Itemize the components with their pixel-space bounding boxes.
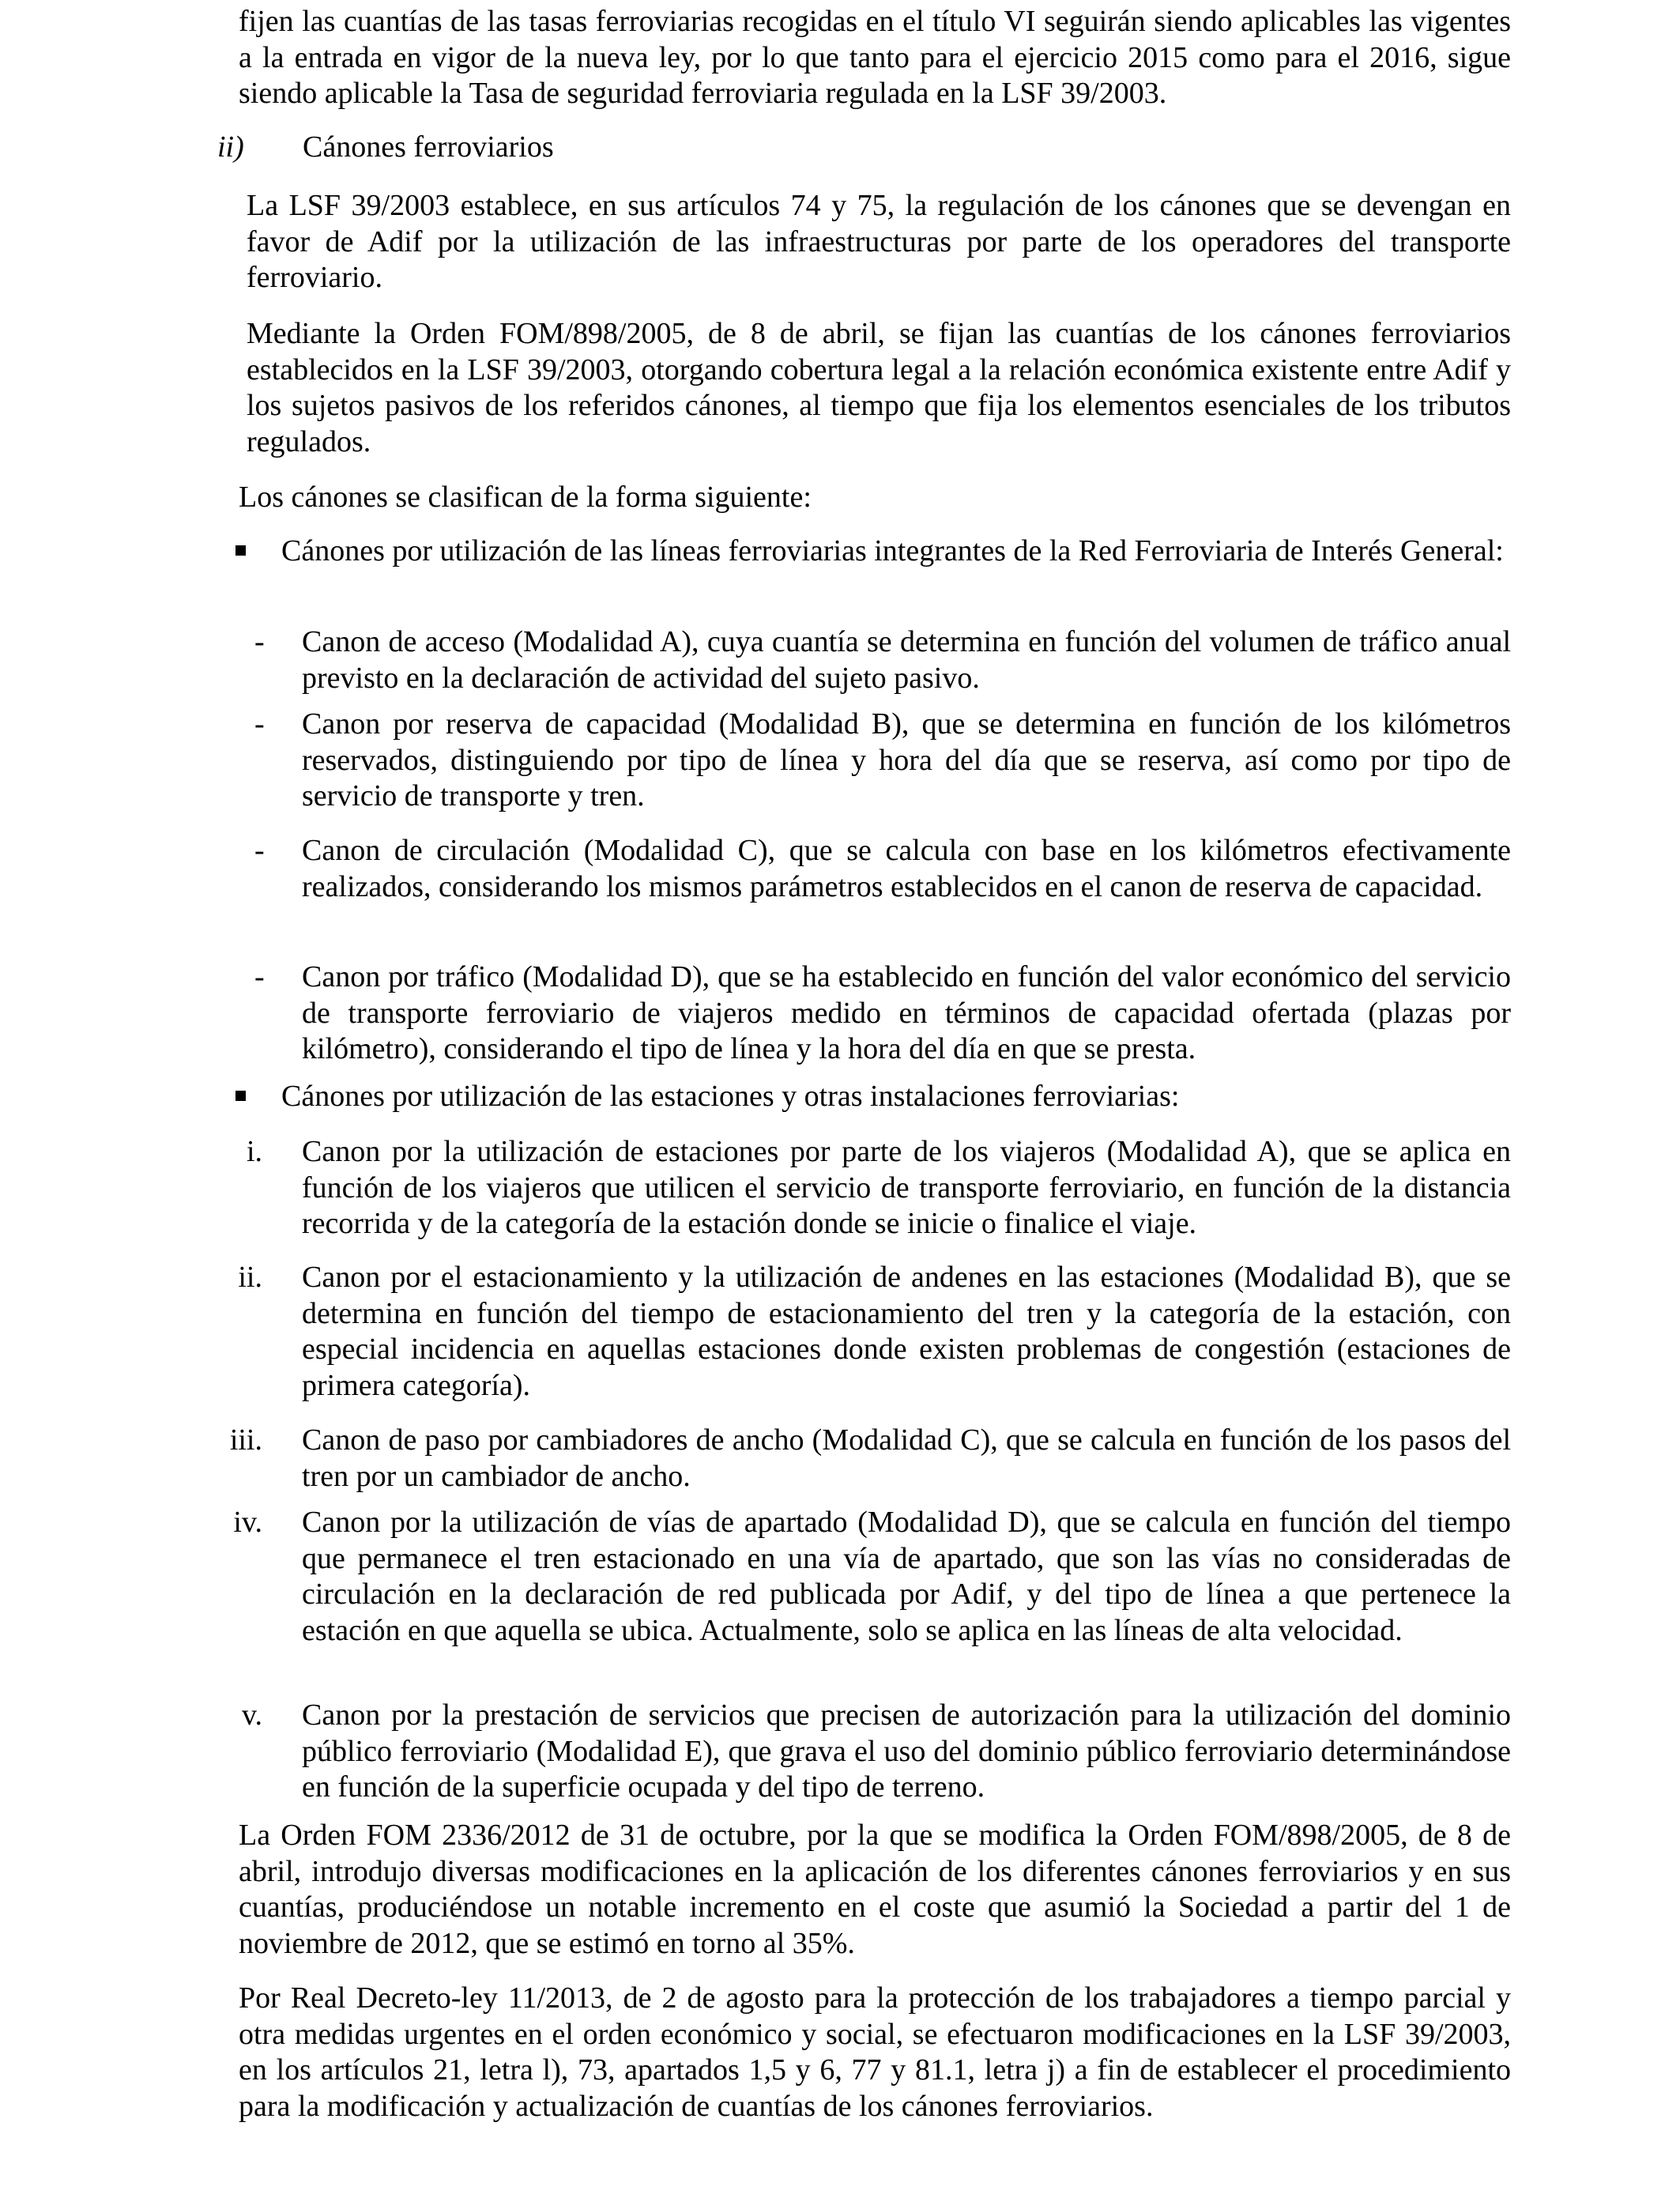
roman-item [221,1698,1511,1806]
bullet-text: Cánones por utilización de las líneas ferroviarias integrantes de la Red Ferroviaria de Interés General: [281,534,1504,567]
roman-item [221,1134,1511,1242]
dash-item [254,707,1511,815]
dash-marker: - [254,834,265,867]
dash-item [254,624,1511,696]
square-bullet-icon [235,1079,254,1115]
roman-item [221,1423,1511,1495]
section-number: ii) [217,130,244,164]
roman-text: Canon por la utilización de vías de apartado (Modalidad D), que se calcula en función del tiempo que permanece el tren estacionado en una vía de apartado, que son las vías no consideradas de circulación en la declaración de red publicada por Adif, y del tipo de línea a que pertenece la estación en que aquella se ubica. Actualmente, solo se aplica en las líneas de alta velocidad. [302,1506,1511,1647]
roman-marker: iv. [233,1506,262,1539]
dash-item [254,833,1511,905]
dash-marker: - [254,707,265,741]
bullet-item [235,1079,1511,1115]
roman-marker: ii. [238,1261,262,1294]
roman-marker: i. [246,1135,262,1168]
paragraph-classification-intro: Los cánones se clasifican de la forma siguiente: [239,481,812,514]
paragraph-orden-fom: Mediante la Orden FOM/898/2005, de 8 de abril, se fijan las cuantías de los cánones ferroviarios establecidos en la LSF 39/2003, otorgando cobertura legal a la relación económica existente entre Adif y los sujetos pasivos de los referidos cánones, al tiempo que fija los elementos esenciales de los tributos regulados. [247,317,1511,458]
roman-text: Canon por la utilización de estaciones por parte de los viajeros (Modalidad A), que se aplica en función de los viajeros que utilicen el servicio de transporte ferroviario, en función de la distancia recorrida y de la categoría de la estación donde se inicie o finalice el viaje. [302,1135,1511,1240]
dash-marker: - [254,625,265,658]
intro-paragraph: fijen las cuantías de las tasas ferroviarias recogidas en el título VI seguirán siendo aplicables las vigentes a la entrada en vigor de la nueva ley, por lo que tanto para el ejercicio 2015 como para el 2016, sigue siendo aplicable la Tasa de seguridad ferroviaria regulada en la LSF 39/2003. [239,5,1511,110]
roman-text: Canon por el estacionamiento y la utilización de andenes en las estaciones (Modalidad B), que se determina en función del tiempo de estacionamiento del tren y la categoría de la estación, con especial incidencia en aquellas estaciones donde existen problemas de congestión (estaciones de primera categoría). [302,1261,1511,1402]
paragraph-orden-2336: La Orden FOM 2336/2012 de 31 de octubre, por la que se modifica la Orden FOM/898/2005, de 8 de abril, introdujo diversas modificaciones en la aplicación de los diferentes cánones ferroviarios y en sus cuantías, produciéndose un notable incremento en el coste que asumió la Sociedad a partir del 1 de noviembre de 2012, que se estimó en torno al 35%. [239,1819,1511,1960]
paragraph-real-decreto: Por Real Decreto-ley 11/2013, de 2 de agosto para la protección de los trabajadores a tiempo parcial y otra medidas urgentes en el orden económico y social, se efectuaron modificaciones en la LSF 39/2003, en los artículos 21, letra l), 73, apartados 1,5 y 6, 77 y 81.1, letra j) a fin de establecer el procedimiento para la modificación y actualización de cuantías de los cánones ferroviarios. [239,1981,1511,2123]
dash-text: Canon de circulación (Modalidad C), que se calcula con base en los kilómetros efectivamente realizados, considerando los mismos parámetros establecidos en el canon de reserva de capacidad. [302,834,1511,903]
dash-text: Canon por reserva de capacidad (Modalidad B), que se determina en función de los kilómetros reservados, distinguiendo por tipo de línea y hora del día que se reserva, así como por tipo de servicio de transporte y tren. [302,707,1511,812]
roman-text: Canon por la prestación de servicios que precisen de autorización para la utilización del dominio público ferroviario (Modalidad E), que grava el uso del dominio público ferroviario determinándose en función de la superficie ocupada y del tipo de terreno. [302,1698,1511,1804]
dash-text: Canon de acceso (Modalidad A), cuya cuantía se determina en función del volumen de tráfico anual previsto en la declaración de actividad del sujeto pasivo. [302,625,1511,695]
roman-marker: v. [241,1698,262,1732]
bullet-item [235,533,1511,570]
bullet-text: Cánones por utilización de las estaciones y otras instalaciones ferroviarias: [281,1080,1180,1113]
dash-text: Canon por tráfico (Modalidad D), que se ha establecido en función del valor económico del servicio de transporte ferroviario de viajeros medido en términos de capacidad ofertada (plazas por kilómetro), considerando el tipo de línea y la hora del día en que se presta. [302,960,1511,1065]
roman-text: Canon de paso por cambiadores de ancho (Modalidad C), que se calcula en función de los pasos del tren por un cambiador de ancho. [302,1423,1511,1493]
roman-marker: iii. [229,1423,262,1457]
paragraph-lsf-articles: La LSF 39/2003 establece, en sus artículos 74 y 75, la regulación de los cánones que se devengan en favor de Adif por la utilización de las infraestructuras por parte de los operadores del transporte ferroviario. [247,189,1511,294]
dash-item [254,959,1511,1068]
dash-marker: - [254,960,265,993]
square-bullet-icon [235,533,254,570]
roman-item [221,1505,1511,1649]
roman-item [221,1260,1511,1404]
section-title: Cánones ferroviarios [303,130,554,164]
